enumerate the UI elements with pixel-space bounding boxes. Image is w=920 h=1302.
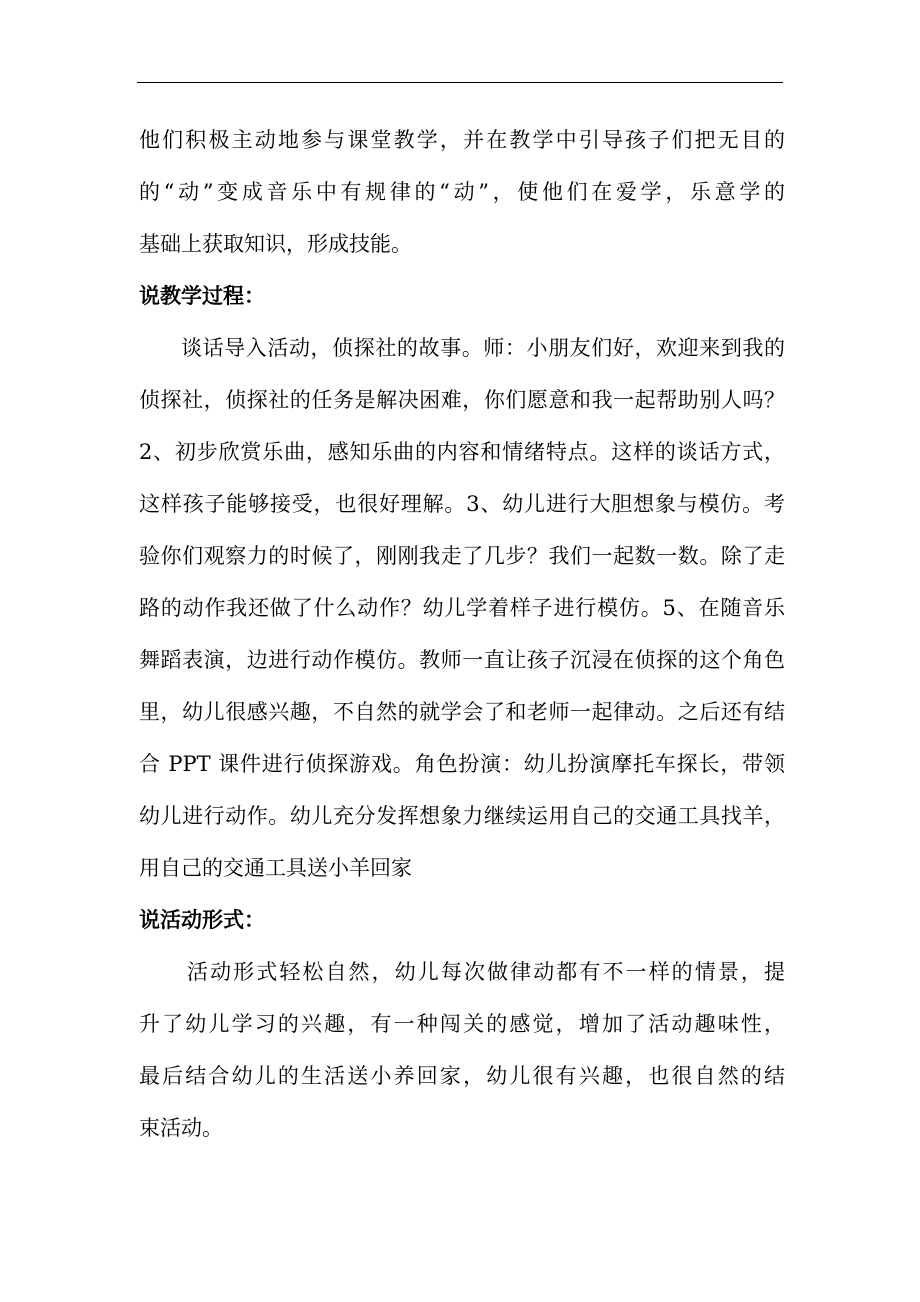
text-line: 幼儿进行动作。幼儿充分发挥想象力继续运用自己的交通工具找羊， (139, 804, 785, 828)
section-heading-activity-form: 说活动形式： (139, 907, 265, 932)
teaching-process-paragraph (139, 322, 785, 894)
text-line: 升了幼儿学习的兴趣，有一种闯关的感觉，增加了活动趣味性， (139, 1012, 785, 1036)
text-line: 活动形式轻松自然，幼儿每次做律动都有不一样的情景，提 (187, 960, 785, 984)
text-line: 基础上获取知识，形成技能。 (139, 232, 412, 256)
text-line: 用自己的交通工具送小羊回家 (139, 856, 412, 880)
intro-paragraph (139, 114, 785, 270)
text-line: 这样孩子能够接受，也很好理解。3、幼儿进行大胆想象与模仿。考 (139, 492, 785, 516)
text-line: 的“动”变成音乐中有规律的“动”，使他们在爱学，乐意学的 (139, 180, 785, 204)
activity-form-paragraph (139, 946, 785, 1154)
text-line: 最后结合幼儿的生活送小养回家，幼儿很有兴趣，也很自然的结 (139, 1064, 785, 1088)
text-line: 他们积极主动地参与课堂教学，并在教学中引导孩子们把无目的 (139, 128, 785, 152)
text-line: 舞蹈表演，边进行动作模仿。教师一直让孩子沉浸在侦探的这个角色 (139, 648, 785, 672)
text-line: 合 PPT 课件进行侦探游戏。角色扮演：幼儿扮演摩托车探长，带领 (139, 752, 785, 776)
section-heading-teaching-process: 说教学过程： (139, 283, 265, 308)
document-body (139, 114, 785, 1154)
text-line: 验你们观察力的时候了，刚刚我走了几步？我们一起数一数。除了走 (139, 544, 785, 568)
text-line: 2、初步欣赏乐曲，感知乐曲的内容和情绪特点。这样的谈话方式， (139, 440, 785, 464)
text-line: 路的动作我还做了什么动作？幼儿学着样子进行模仿。5、在随音乐 (139, 596, 785, 620)
text-line: 谈话导入活动，侦探社的故事。师：小朋友们好，欢迎来到我的 (181, 336, 785, 360)
text-line: 里，幼儿很感兴趣，不自然的就学会了和老师一起律动。之后还有结 (139, 700, 785, 724)
text-line: 束活动。 (139, 1116, 223, 1140)
header-rule (137, 82, 783, 83)
text-line: 侦探社，侦探社的任务是解决困难，你们愿意和我一起帮助别人吗？ (139, 388, 785, 412)
